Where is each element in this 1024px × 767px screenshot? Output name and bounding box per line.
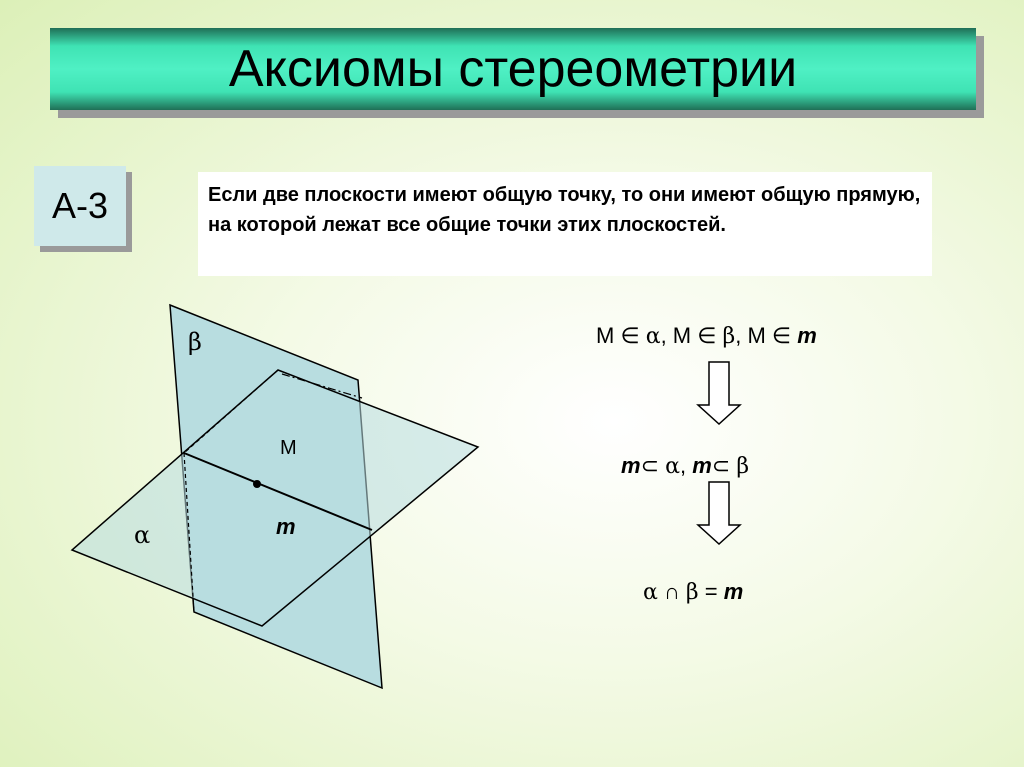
formula-intersection: α ∩ β = m [643,579,744,605]
label-beta: β [188,328,202,356]
slide-title: Аксиомы стереометрии [50,28,976,110]
down-arrow-1 [698,362,740,424]
formula-membership: M ∈ α, M ∈ β, M ∈ m [596,323,817,349]
axiom-code-badge: А-3 [34,166,126,246]
plane-alpha [72,370,478,626]
formula-subset: m⊂ α, m⊂ β [621,453,750,479]
down-arrow-2 [698,482,740,544]
point-m [253,480,261,488]
label-line-m: m [276,514,296,539]
label-alpha: α [134,521,151,549]
label-point-m: M [280,437,297,459]
axiom-statement: Если две плоскости имеют общую точку, то они имеют общую прямую, на которой лежат все общие точки этих плоскостей. [198,172,932,276]
